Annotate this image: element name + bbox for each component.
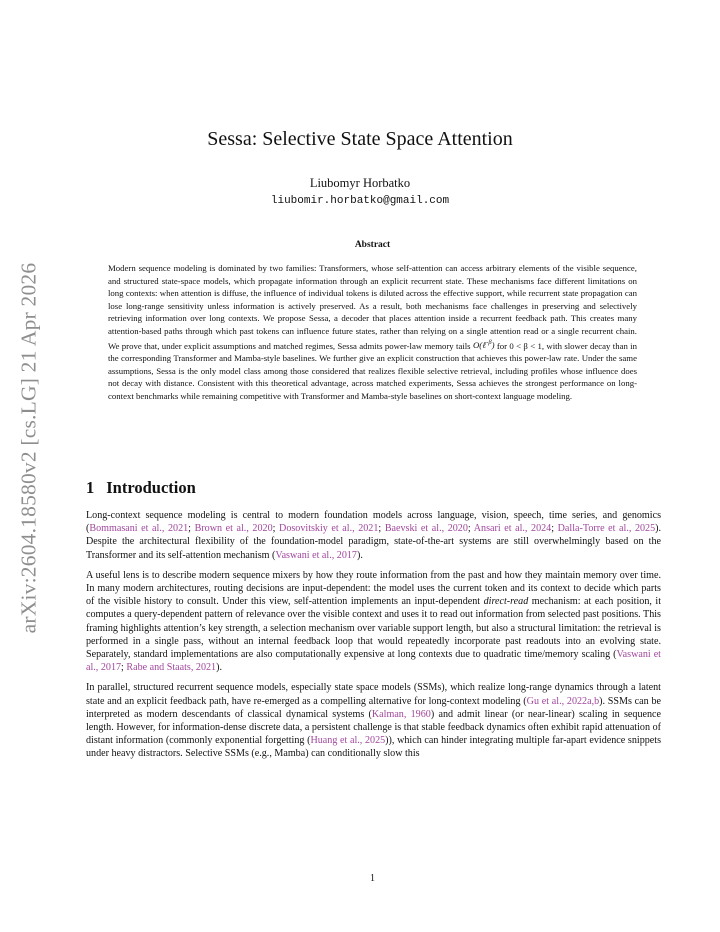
- citation-link[interactable]: Huang et al., 2025: [310, 735, 386, 747]
- citation-link[interactable]: Baevski et al., 2020: [384, 523, 468, 535]
- citation-link[interactable]: Rabe and Staats, 2021: [126, 662, 217, 674]
- abstract-heading: Abstract: [354, 240, 391, 250]
- citation-link[interactable]: Ansari et al., 2024: [473, 523, 552, 535]
- intro-paragraph-2: A useful lens is to describe modern sequence mixers by how they route information from the past and how they maintain memory over time. In many modern architectures, routing decisions are input-dependent: the model uses the current token and its context to decide which parts of the visible history to consult. Under this view, self-attention implements an input-dependent direct-read mechanism: at each position, it computes a query-dependent pattern of relevance over the visible context and uses it to read out information from selected past positions. This framing highlights attention’s key strength, a selection mechanism over variable support length, but also a structural limitation: the retrieval is performed in a single pass, without an internal feedback loop that would repeatedly incorporate past readouts into an evolving state. Separately, standard implementations are also computationally expensive at long contexts due to quadratic time/memory scaling (Vaswani et al., 2017; Rabe and Staats, 2021).: [86, 569, 662, 674]
- abstract-body: Modern sequence modeling is dominated by two families: Transformers, whose self-attention can access arbitrary elements of the visible sequence, and structured state-space models, which propagate information through an explicit recurrent state. These mechanisms face different limitations on long contexts: when attention is diffuse, the influence of individual tokens is diluted across the effective support, while recurrent state propagation can lose long-range sensitivity unless information is actively preserved. As a result, both mechanisms face challenges in preserving and selectively retrieving information over long contexts. We propose Sessa, a decoder that places attention inside a recurrent feedback path. This creates many attention-based paths through which past tokens can influence future states, rather than relying on a single attention read or a single recurrent chain. We prove that, under explicit assumptions and matched regimes, Sessa admits power-law memory tails O(ℓ$^{-\beta}$) for 0 < β < 1, with slower decay than in the corresponding Transformer and Mamba-style baselines. We further give an explicit construction that achieves this power-law rate. Under the same assumptions, Sessa is the only model class among those considered that realizes flexible selective retrieval, including profiles whose influence does not decay with distance. Consistent with this theoretical advantage, across matched experiments, Sessa achieves the strongest performance on long-context benchmarks while remaining competitive with Transformer and Mamba-style baselines on short-context language modeling.: [108, 263, 637, 401]
- paper-title: Sessa: Selective State Space Attention: [207, 128, 513, 150]
- section-number: 1: [86, 478, 95, 497]
- citation-link[interactable]: Brown et al., 2020: [194, 523, 273, 535]
- citation-link[interactable]: Gu et al., 2022a,b: [526, 695, 600, 707]
- citation-link[interactable]: Kalman, 1960: [371, 708, 431, 720]
- section-heading: [86, 478, 196, 498]
- citation-link[interactable]: Dosovitskiy et al., 2021: [279, 523, 379, 535]
- arxiv-identifier-text: arXiv:2604.18580v2 [cs.LG] 21 Apr 2026: [16, 262, 41, 634]
- author-email: liubomir.horbatko@gmail.com: [270, 195, 450, 207]
- section-title: Introduction: [106, 478, 196, 497]
- introduction-body: [86, 509, 661, 768]
- author-name: Liubomyr Horbatko: [309, 176, 411, 190]
- page-number: 1: [370, 873, 375, 884]
- citation-link[interactable]: Vaswani et al., 2017: [275, 549, 357, 561]
- citation-link[interactable]: Vaswani et al., 2017: [86, 649, 661, 674]
- memory-tail-formula: O(ℓ$^{-\beta}$): [472, 339, 495, 351]
- intro-paragraph-1: Long-context sequence modeling is central to modern foundation models across language, vision, speech, time series, and genomics (Bommasani et al., 2021; Brown et al., 2020; Dosovitskiy et al., 2021; Baevski et al., 2020; Ansari et al., 2024; Dalla-Torre et al., 2025). Despite the architectural flexibility of the foundation-model paradigm, state-of-the-art systems are still overwhelmingly based on the Transformer and its self-attention mechanism (Vaswani et al., 2017).: [86, 510, 662, 561]
- arxiv-identifier-stamp: [14, 252, 44, 644]
- abstract-text: [108, 262, 637, 402]
- intro-paragraph-3: In parallel, structured recurrent sequence models, especially state space models (SSMs), which realize long-range dynamics through a latent state and an explicit feedback path, have re-emerged as a compelling alternative for long-context modeling (Gu et al., 2022a,b). SSMs can be interpreted as modern descendants of classical dynamical systems (Kalman, 1960) and admit linear (or near-linear) scaling in sequence length. However, for information-dense discrete data, a persistent challenge is that stable feedback dynamics often exhibit rapid attenuation of distant information (commonly exponential forgetting (Huang et al., 2025)), which can hinder integrating multiple far-apart evidence snippets under heavy distractors. Selective SSMs (e.g., Mamba) can conditionally slow this: [86, 682, 661, 760]
- citation-link[interactable]: Dalla-Torre et al., 2025: [557, 523, 656, 535]
- citation-link[interactable]: Bommasani et al., 2021: [89, 523, 189, 535]
- emphasized-term: direct-read: [483, 596, 529, 608]
